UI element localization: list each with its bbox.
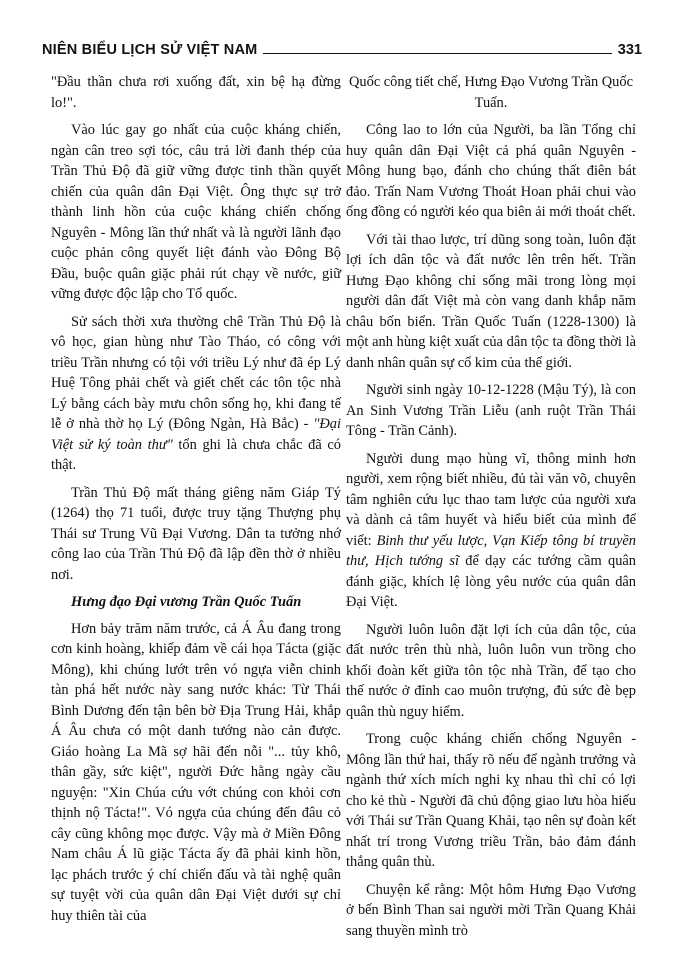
paragraph-text: Sử sách thời xưa thường chê Trần Thủ Độ là vô học, gian hùng như Tào Tháo, có công với triều Trần nhưng có tội với triều Lý như đã ép Lý Huệ Tông phải chết và giết chết các tôn tộc nhà Lý bằng cách bày mưu chôn sống họ, khi đang tế lễ ở nhà thờ họ Lý (Đông Ngàn, Hà Bắc) -: [51, 313, 341, 432]
paragraph: Trần Thủ Độ mất tháng giêng năm Giáp Tý (1264) thọ 71 tuổi, được truy tặng Thượng phụ Thái sư Trung Vũ Đại Vương. Dân ta tưởng nhớ công lao của Trần Thủ Độ đã lập đền thờ ở nhiều nơi.: [51, 484, 341, 583]
paragraph: "Đầu thần chưa rơi xuống đất, xin bệ hạ đừng lo!".: [51, 74, 341, 111]
paragraph: Chuyện kể rằng: Một hôm Hưng Đạo Vương ở bến Bình Than sai người mời Trần Quang Khải sang thuyền mình trò: [346, 881, 636, 939]
paragraph: Với tài thao lược, trí dũng song toàn, luôn đặt lợi ích dân tộc và đất nước lên trên hết. Trần Hưng Đạo không chỉ sống mãi trong lòng mọi người dân đất Việt mà còn vang danh khắp năm châu bốn biển. Trần Quốc Tuấn (1228-1300) là một anh hùng kiệt xuất của dân tộc ta đồng thời là danh nhân quân sự cổ kim của thế giới.: [346, 231, 636, 371]
paragraph: [51, 312, 341, 476]
paragraph: Trong cuộc kháng chiến chống Nguyên - Mông lần thứ hai, thấy rõ nếu để ngành trưởng và ngành thứ xích mích nghi kỵ nhau thì chỉ có lợi cho kẻ thù - Người đã chủ động giao lưu hòa hiếu với Thái sư Trần Quang Khải, tạo nên sự đoàn kết nhất trí trong Vương triều Trần, bảo đảm đánh thắng quân thù.: [346, 731, 636, 870]
section-heading: Hưng đạo Đại vương Trần Quốc Tuấn: [71, 594, 302, 610]
paragraph: Quốc công tiết chế, Hưng Đạo Vương Trần Quốc Tuấn.: [349, 74, 633, 111]
paragraph: Công lao to lớn của Người, ba lần Tổng chỉ huy quân dân Đại Việt cả phá quân Nguyên - Mông hung bạo, đánh cho chúng thất điên bát đảo. Trấn Nam Vương Thoát Hoan phải chui vào ống đồng có người kéo qua biên ải mới thoát chết.: [346, 122, 636, 220]
paragraph: Hơn bảy trăm năm trước, cả Á Âu đang trong cơn kinh hoàng, khiếp đảm về cái họa Tácta (giặc Mông), khi chúng lướt trên vó ngựa viễn chinh tàn phá hết nước này sang nước khác: Từ Thái Bình Dương đến tận bên bờ Địa Trung Hải, khắp Á Âu chưa có một danh tướng nào cản được. Giáo hoàng La Mã sợ hãi đến nỗi "... tủy khô, thân gầy, sức kiệt", người Đức hằng ngày cầu nguyện: "Xin Chúa cứu vớt chúng con khỏi cơn thịnh nộ Tácta!". Vó ngựa của chúng đến đâu cỏ cây cũng không mọc được. Vậy mà ở Miền Đông Nam châu Á lũ giặc Tácta ấy đã phải kinh hồn, lạc phách trước ý chí chiến đấu và tài nghệ quân sự tuyệt vời của quân dân Đại Việt dưới sự chỉ huy thiên tài của: [51, 620, 341, 924]
paragraph: Người luôn luôn đặt lợi ích của dân tộc, của đất nước trên thù nhà, luôn luôn vun trồng cho khối đoàn kết giữa tôn tộc nhà Trần, để tạo cho thế nước ở đỉnh cao muôn trượng, đủ sức đè bẹp quân thù nguy hiểm.: [346, 621, 636, 720]
paragraph-text: Người dung mạo hùng vĩ, thông minh hơn người, xem rộng biết nhiều, đủ tài văn võ, chuyên tâm nghiên cứu lục thao tam lược của người xưa và dành cả tâm huyết và hiểu biết của mình để viết:: [346, 450, 636, 549]
book-title: "Đại Việt sử ký toàn thư": [51, 416, 341, 453]
paragraph-text: tổn ghi là chưa chắc đã có thật.: [51, 436, 342, 473]
paragraph: Vào lúc gay go nhất của cuộc kháng chiến, ngàn cân treo sợi tóc, câu trả lời đanh thép của Trần Thủ Độ đã giữ vững được tinh thần quyết chiến của quân dân Đại Việt. Ông thực sự trở thành linh hồn của cuộc kháng chiến chống Nguyên - Mông lần thứ nhất và là người lãnh đạo cuộc phản công quyết liệt đánh vào Đông Bộ Đầu, buộc quân giặc phải rút chạy về nước, giữ vững được độc lập cho Tổ quốc.: [51, 122, 341, 302]
running-title: NIÊN BIỂU LỊCH SỬ VIỆT NAM: [42, 42, 258, 58]
paragraph: Người sinh ngày 10-12-1228 (Mậu Tý), là con An Sinh Vương Trần Liễu (anh ruột Trần Thái Tông - Trần Cảnh).: [346, 382, 636, 439]
left-column: [51, 72, 341, 933]
paragraph: [346, 449, 636, 613]
running-header: [42, 38, 642, 58]
right-column: [346, 72, 636, 948]
paragraph-text: để dạy các tướng cầm quân đánh giặc, khích lệ lòng yêu nước của quân dân Đại Việt.: [346, 553, 636, 610]
page-number: 331: [617, 42, 642, 58]
book-titles: Binh thư yếu lược, Vạn Kiếp tông bí truyền thư, Hịch tướng sĩ: [346, 532, 636, 569]
header-rule: [263, 53, 611, 54]
